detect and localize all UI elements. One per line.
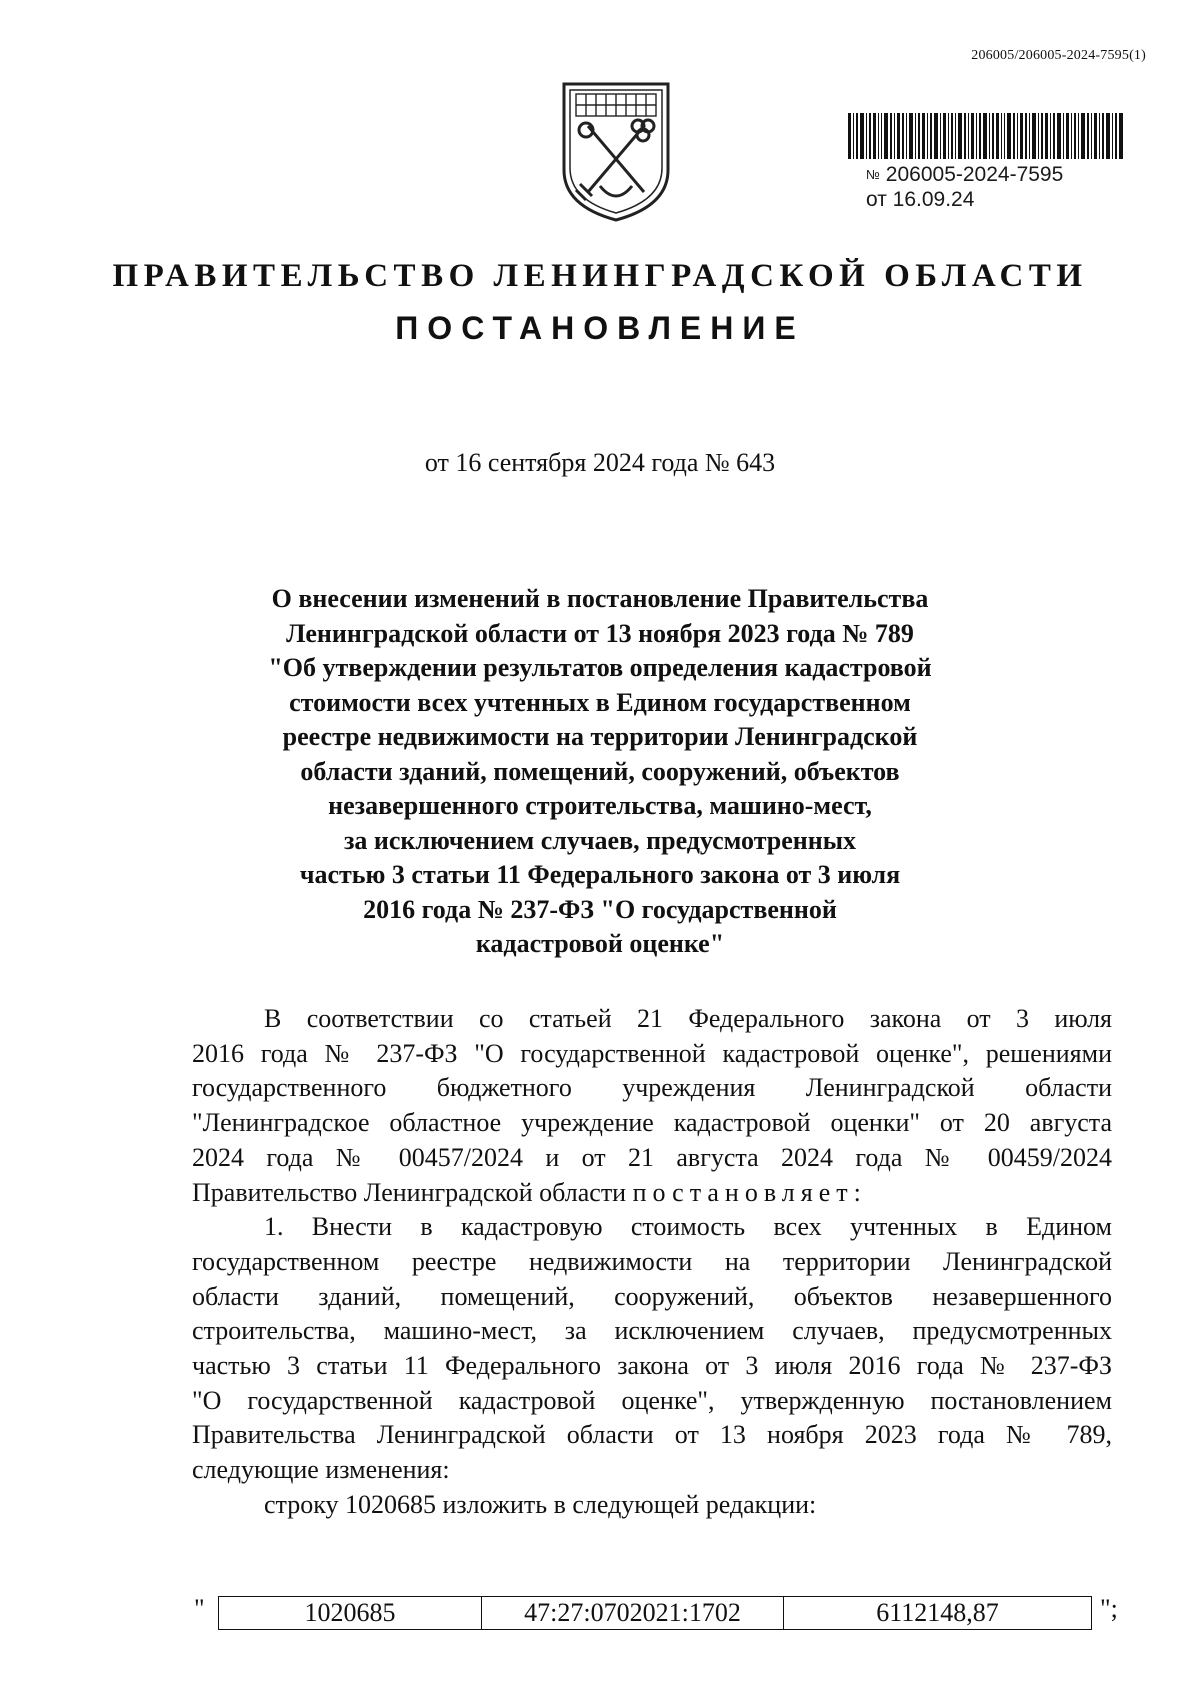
resolution-prefix: Правительство Ленинградской области <box>192 1177 633 1207</box>
document-body <box>192 1002 1112 1523</box>
document-reference: 206005/206005-2024-7595(1) <box>971 48 1146 63</box>
body-line: следующие изменения: <box>192 1455 450 1485</box>
table-cell-cadastral-number: 47:27:0702021:1702 <box>481 1597 783 1629</box>
body-line: государственного бюджетного учреждения Ленинградской области <box>192 1073 1112 1103</box>
body-line: 1. Внести в кадастровую стоимость всех учтенных в Едином <box>264 1212 1112 1242</box>
document-type: ПОСТАНОВЛЕНИЕ <box>395 310 805 346</box>
title-line: частью 3 статьи 11 Федерального закона от 3 июля <box>299 860 901 889</box>
body-line: строительства, машино-мест, за исключением случаев, предусмотренных <box>192 1316 1112 1346</box>
body-line: Правительства Ленинградской области от 13 ноября 2023 года № 789, <box>192 1420 1112 1450</box>
title-line: 2016 года № 237-ФЗ "О государственной <box>363 894 837 924</box>
document-date-number: от 16 сентября 2024 года № 643 <box>424 448 776 477</box>
body-line: В соответствии со статьей 21 Федерального закона от 3 июля <box>264 1004 1112 1033</box>
registration-number-value: 206005-2024-7595 <box>885 163 1064 186</box>
table-cell-row-number: 1020685 <box>304 1598 396 1627</box>
body-line-resolution <box>192 1176 1112 1211</box>
barcode <box>848 113 1123 159</box>
registration-stamp <box>866 162 1063 212</box>
title-line: за исключением случаев, предусмотренных <box>343 825 857 855</box>
title-line: реестре недвижимости на территории Ленинградской <box>282 722 918 751</box>
body-line: частью 3 статьи 11 Федерального закона от 3 июля 2016 года № 237-ФЗ <box>192 1351 1112 1381</box>
title-line: стоимости всех учтенных в Едином государственном <box>289 687 911 717</box>
body-line: строку 1020685 изложить в следующей редакции: <box>264 1489 817 1519</box>
body-line: области зданий, помещений, сооружений, объектов незавершенного <box>192 1281 1112 1311</box>
body-line: 2024 года № 00457/2024 и от 21 августа 2024 года № 00459/2024 <box>192 1142 1112 1172</box>
body-line: "Ленинградское областное учреждение кадастровой оценки" от 20 августа <box>192 1108 1112 1138</box>
table-cell-cadastral-value: 6112148,87 <box>783 1597 1091 1629</box>
body-line: "О государственной кадастровой оценке", утвержденную постановлением <box>192 1385 1112 1415</box>
leningrad-oblast-coat-of-arms <box>556 74 676 222</box>
title-line: области зданий, помещений, сооружений, объектов <box>300 756 900 786</box>
quote-open: " <box>194 1594 205 1623</box>
quote-close: "; <box>1100 1594 1118 1623</box>
registration-date: от 16.09.24 <box>866 188 975 211</box>
table-cells <box>218 1596 1092 1630</box>
body-line: 2016 года № 237-ФЗ "О государственной кадастровой оценке", решениями <box>192 1038 1112 1068</box>
issuing-authority: ПРАВИТЕЛЬСТВО ЛЕНИНГРАДСКОЙ ОБЛАСТИ <box>112 258 1088 294</box>
body-line: государственном реестре недвижимости на территории Ленинградской <box>192 1246 1112 1276</box>
title-line: О внесении изменений в постановление Правительства <box>271 584 929 613</box>
title-line: незавершенного строительства, машино-мест, <box>328 791 872 820</box>
title-line: Ленинградской области от 13 ноября 2023 года № 789 <box>286 618 914 648</box>
registration-number <box>866 162 1063 187</box>
title-line: кадастровой оценке" <box>475 929 725 958</box>
cadastral-table-row <box>188 1596 1118 1632</box>
resolution-word: постановляет: <box>632 1177 867 1207</box>
document-title <box>230 582 970 962</box>
title-line: "Об утверждении результатов определения кадастровой <box>268 653 932 682</box>
number-sign: № <box>866 167 880 182</box>
